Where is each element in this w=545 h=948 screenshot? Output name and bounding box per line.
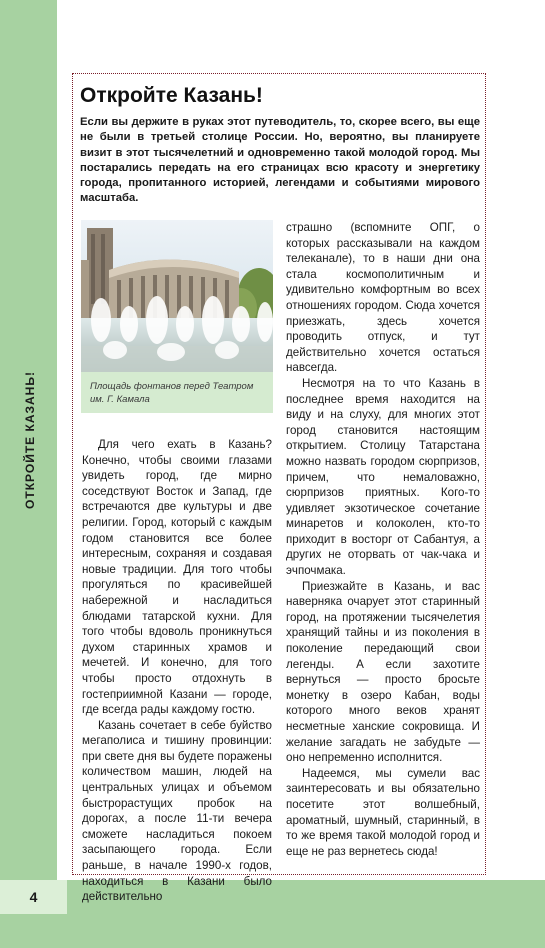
page-number: 4 bbox=[29, 889, 38, 905]
paragraph: Надеемся, мы сумели вас заинтересовать и вы обязательно посетите этот волшебный, ароматный, шумный, старинный, в то же время такой молодой город и еще не раз вернетесь сюда! bbox=[286, 766, 480, 858]
running-head: ОТКРОЙТЕ КАЗАНЬ! bbox=[23, 371, 37, 509]
paragraph: Несмотря на то что Казань в последнее время находится на виду и на слуху, для многих этот город становится настоящим открытием. Столицу Татарстана можно назвать городом сюрпризов, причем, что немаловажно, сюрпризов приятных. Кого-то удивляет экзотическое сочетание минаретов и колоколен, кто-то приходит в восторг от Сабантуя, а других не оторвать от чак-чака и эчпочмака. bbox=[286, 376, 480, 578]
paragraph: Приезжайте в Казань, и вас наверняка очарует этот старинный город, на протяжении тысячелетия хранящий тайны и из поколения в поколение передающий свои легенды. А если захотите вернуться — просто бросьте монетку в озеро Кабан, воды которого много веков хранят несметные ханские сокровища. И желание загадать не забудьте — оно непременно исполнится. bbox=[286, 579, 480, 765]
left-column bbox=[82, 437, 272, 905]
fountain-square-photo bbox=[81, 220, 273, 372]
paragraph: Для чего ехать в Казань? Конечно, чтобы своими глазами увидеть город, где мирно соседствуют Восток и Запад, где встречаются две культуры и две религии. Город, который с каждым годом становится все более интересным, сохраняя и создавая новые традиции. Для того чтобы прогуляться по красивейшей набережной и насладиться блюдами татарской кухни. Для того чтобы вдоволь проникнуться духом старинных храмов и мечетей. И конечно, для того чтобы просто отдохнуть в гостеприимной Казани — городе, где всегда рады каждому гостю. bbox=[82, 438, 272, 717]
article-intro: Если вы держите в руках этот путеводитель, то, скорее всего, вы еще не были в третьей столице России. Но, вероятно, вы планируете визит в этот тысячелетний и одновременно такой молодой город. Мы постарались передать на его страницах всю красоту и энергетику города, пропитанного историей, легендами и событиями мирового масштаба. bbox=[80, 116, 480, 205]
right-column bbox=[286, 220, 480, 859]
article-title: Откройте Казань! bbox=[80, 84, 263, 107]
paragraph: Казань сочетает в себе буйство мегаполиса и тишину провинции: при свете дня вы будете поражены количеством машин, людей на центральных улицах и объемом быстрорастущих пробок на дорогах, а после 11-ти вечера сможете насладиться покоем засыпающего города. Если раньше, в начале 1990-х годов, находиться в Казани было действительно bbox=[82, 718, 272, 904]
paragraph: страшно (вспомните ОПГ, о которых рассказывали на каждом телеканале), то в наши дни она стала космополитичным и удивительно комфортным во всех отношениях городом. Сюда хочется приезжать, здесь хочется проводить отпуск, и тут действительно хочется остаться навсегда. bbox=[286, 221, 480, 375]
photo-illustration bbox=[81, 220, 273, 372]
photo-caption: Площадь фонтанов перед Театром им. Г. Камала bbox=[90, 381, 254, 405]
